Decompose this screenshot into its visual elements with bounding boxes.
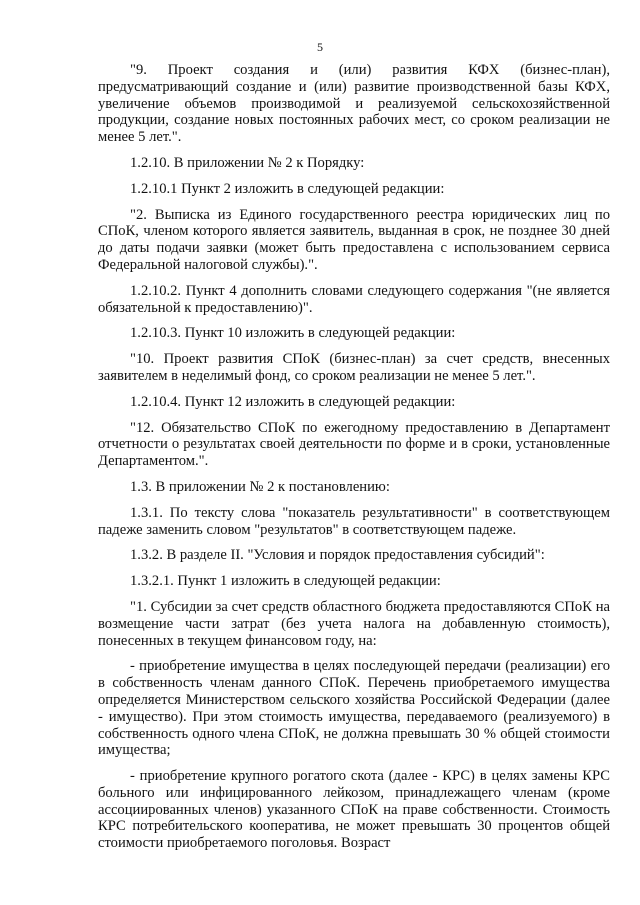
page-number: 5: [317, 40, 323, 54]
paragraph-1-3-2: 1.3.2. В разделе II. "Условия и порядок предоставления субсидий":: [130, 547, 545, 564]
paragraph-1-2-10-4: 1.2.10.4. Пункт 12 изложить в следующей редакции:: [130, 393, 456, 410]
document-body: [98, 62, 610, 852]
paragraph-subsidy-item-1: "1. Субсидии за счет средств областного бюджета предоставляются СПоК на возмещение части затрат (без учета налога на добавленную стоимость), понесенных в текущем финансовом году, на:: [98, 598, 610, 649]
paragraph-1-2-10: 1.2.10. В приложении № 2 к Порядку:: [130, 154, 365, 171]
paragraph-1-3-2-1: 1.3.2.1. Пункт 1 изложить в следующей редакции:: [130, 573, 441, 590]
paragraph-property-purchase: - приобретение имущества в целях последующей передачи (реализации) его в собственность членам данного СПоК. Перечень приобретаемого имущества определяется Министерством сельского хозяйства Российской Федерации (далее - имущество). При этом стоимость имущества, передаваемого (реализуемого) в собственность одного члена СПоК, не должна превышать 30 % общей стоимости имущества;: [98, 658, 610, 759]
paragraph-item-2-text: "2. Выписка из Единого государственного реестра юридических лиц по СПоК, членом которого является заявитель, выданная в срок, не позднее 30 дней до даты подачи заявки (может быть предоставлена с использованием сервиса Федеральной налоговой службы).".: [98, 206, 610, 273]
paragraph-1-2-10-1: 1.2.10.1 Пункт 2 изложить в следующей редакции:: [130, 180, 445, 197]
paragraph-item-10-text: "10. Проект развития СПоК (бизнес-план) за счет средств, внесенных заявителем в неделимый фонд, со сроком реализации не менее 5 лет.".: [98, 351, 610, 384]
paragraph-1-2-10-3: 1.2.10.3. Пункт 10 изложить в следующей редакции:: [130, 325, 456, 342]
paragraph-cattle-purchase: - приобретение крупного рогатого скота (далее - КРС) в целях замены КРС больного или инфицированного лейкозом, принадлежащего членам (кроме ассоциированных членов) указанного СПоК на праве собственности. Стоимость КРС потребительского кооператива, не может превышать 30 процентов общей стоимости приобретаемого поголовья. Возраст: [98, 768, 610, 852]
paragraph-1-3-1: 1.3.1. По тексту слова "показатель результативности" в соответствующем падеже заменить словом "результатов" в соответствующем падеже.: [98, 504, 610, 538]
paragraph-1-2-10-2: 1.2.10.2. Пункт 4 дополнить словами следующего содержания "(не является обязательной к предоставлению)".: [98, 282, 610, 316]
paragraph-item-9-text: "9. Проект создания и (или) развития КФХ (бизнес-план), предусматривающий создание и (или) развитие производственной базы КФХ, увеличение объемов производимой и реализуемой сельскохозяйственной продукции, создание новых постоянных рабочих мест, со сроком реализации не менее 5 лет.".: [98, 62, 610, 146]
paragraph-item-12-text: "12. Обязательство СПоК по ежегодному предоставлению в Департамент отчетности о результатах своей деятельности по форме и в сроки, установленные Департаментом.".: [98, 419, 610, 470]
paragraph-1-3: 1.3. В приложении № 2 к постановлению:: [130, 478, 390, 495]
